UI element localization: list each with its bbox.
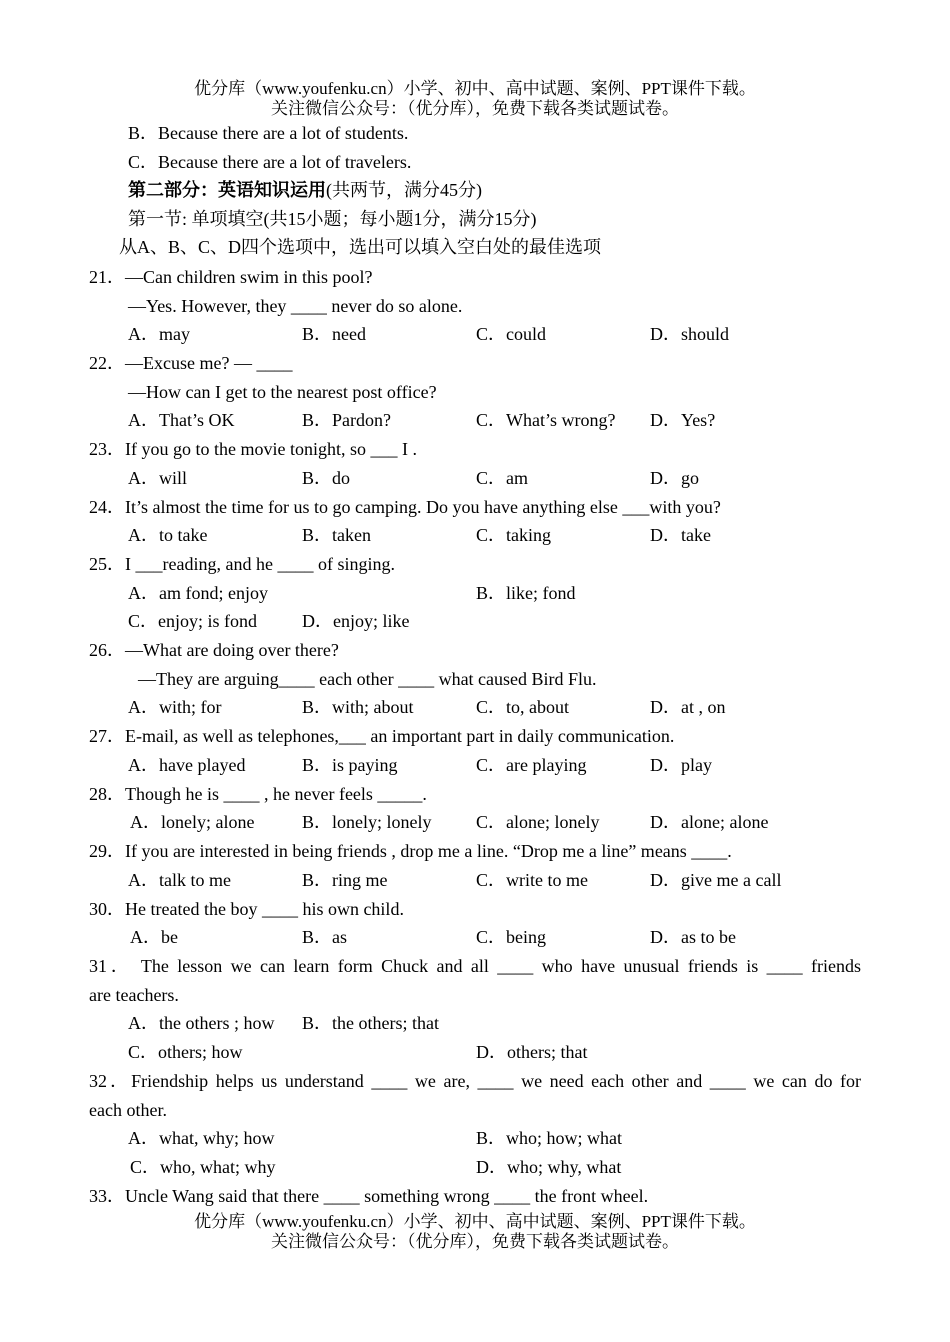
q21-option-c: C．could <box>476 324 546 344</box>
header-line-1: 优分库（www.youfenku.cn）小学、初中、高中试题、案例、PPT课件下载。 <box>194 79 756 98</box>
q24-option-c: C．taking <box>476 525 551 545</box>
q29-option-b: B．ring me <box>302 870 388 890</box>
q28-option-d: D．alone; alone <box>650 812 769 832</box>
prev-option-c: C．Because there are a lot of travelers. <box>128 152 412 172</box>
q28-option-a: A．lonely; alone <box>130 812 255 832</box>
q29-option-a: A．talk to me <box>128 870 231 890</box>
q32-option-c: C．who, what; why <box>130 1157 276 1177</box>
q24-option-b: B．taken <box>302 525 371 545</box>
question-32-line2: each other. <box>89 1100 167 1120</box>
q28-option-c: C．alone; lonely <box>476 812 600 832</box>
q25-option-a: A．am fond; enjoy <box>128 583 268 603</box>
q26-option-c: C．to, about <box>476 697 569 717</box>
q31-option-b: B．the others; that <box>302 1013 439 1033</box>
q23-option-d: D．go <box>650 468 699 488</box>
q22-option-a: A．That’s OK <box>128 410 235 430</box>
question-32: 32．Friendship helps us understand ____ we are, ____ we need each other and ____ we can do for <box>89 1071 861 1091</box>
section-heading: 第一节: 单项填空(共15小题；每小题1分，满分15分) <box>128 209 537 229</box>
q25-option-d: D．enjoy; like <box>302 611 410 631</box>
part-heading <box>128 177 482 203</box>
q26-option-a: A．with; for <box>128 697 222 717</box>
q22-option-d: D．Yes? <box>650 410 716 430</box>
q24-option-d: D．take <box>650 525 711 545</box>
q28-option-b: B．lonely; lonely <box>302 812 432 832</box>
question-26-line2: —They are arguing____ each other ____ what caused Bird Flu. <box>138 669 597 689</box>
q29-option-d: D．give me a call <box>650 870 782 890</box>
prev-option-b: B．Because there are a lot of students. <box>128 123 409 143</box>
q23-option-a: A．will <box>128 468 188 488</box>
question-29: 29．If you are interested in being friends , drop me a line. “Drop me a line” means ____. <box>89 841 732 861</box>
question-21: 21．—Can children swim in this pool? <box>89 267 373 287</box>
question-21-line2: —Yes. However, they ____ never do so alone. <box>128 296 463 316</box>
question-22: 22．—Excuse me? — ____ <box>89 353 293 373</box>
q32-option-b: B．who; how; what <box>476 1128 622 1148</box>
q23-option-b: B．do <box>302 468 351 488</box>
q26-option-d: D．at , on <box>650 697 726 717</box>
q26-option-b: B．with; about <box>302 697 414 717</box>
q25-option-b: B．like; fond <box>476 583 576 603</box>
q21-option-d: D．should <box>650 324 730 344</box>
q23-option-c: C．am <box>476 468 528 488</box>
question-26: 26．—What are doing over there? <box>89 640 339 660</box>
q22-option-c: C．What’s wrong? <box>476 410 616 430</box>
question-27: 27．E-mail, as well as telephones,___ an important part in daily communication. <box>89 726 675 746</box>
q30-option-d: D．as to be <box>650 927 736 947</box>
instruction: 从A、B、C、D四个选项中，选出可以填入空白处的最佳选项 <box>119 237 602 257</box>
header-line-2: 关注微信公众号：（优分库），免费下载各类试题试卷。 <box>271 99 679 118</box>
q29-option-c: C．write to me <box>476 870 588 890</box>
q27-option-a: A．have played <box>128 755 246 775</box>
question-31: 31． The lesson we can learn form Chuck and all ____ who have unusual friends is ____ friends <box>89 956 861 976</box>
question-31-line2: are teachers. <box>89 985 179 1005</box>
question-28: 28．Though he is ____ , he never feels _____. <box>89 784 427 804</box>
q31-option-c: C．others; how <box>128 1042 243 1062</box>
footer-line-1: 优分库（www.youfenku.cn）小学、初中、高中试题、案例、PPT课件下载。 <box>194 1212 756 1231</box>
question-30: 30．He treated the boy ____ his own child. <box>89 899 404 919</box>
q21-option-b: B．need <box>302 324 366 344</box>
question-33: 33．Uncle Wang said that there ____ something wrong ____ the front wheel. <box>89 1186 649 1206</box>
q25-option-c: C．enjoy; is fond <box>128 611 257 631</box>
question-23: 23．If you go to the movie tonight, so ___ I . <box>89 439 417 459</box>
footer-line-2: 关注微信公众号：（优分库），免费下载各类试题试卷。 <box>271 1232 679 1251</box>
q30-option-b: B．as <box>302 927 347 947</box>
q32-option-a: A．what, why; how <box>128 1128 275 1148</box>
part-heading-rest: (共两节，满分45分) <box>326 180 482 200</box>
q31-option-a: A．the others ; how <box>128 1013 275 1033</box>
part-heading-bold: 第二部分：英语知识运用 <box>128 180 326 200</box>
q21-option-a: A．may <box>128 324 190 344</box>
q32-option-d: D．who; why, what <box>476 1157 622 1177</box>
q27-option-d: D．play <box>650 755 712 775</box>
q22-option-b: B．Pardon? <box>302 410 391 430</box>
question-25: 25．I ___reading, and he ____ of singing. <box>89 554 395 574</box>
q31-option-d: D．others; that <box>476 1042 588 1062</box>
question-22-line2: —How can I get to the nearest post office? <box>128 382 437 402</box>
q30-option-c: C．being <box>476 927 546 947</box>
question-24: 24．It’s almost the time for us to go camping. Do you have anything else ___with you? <box>89 497 721 517</box>
q30-option-a: A．be <box>130 927 178 947</box>
q24-option-a: A．to take <box>128 525 208 545</box>
q27-option-c: C．are playing <box>476 755 587 775</box>
q27-option-b: B．is paying <box>302 755 398 775</box>
